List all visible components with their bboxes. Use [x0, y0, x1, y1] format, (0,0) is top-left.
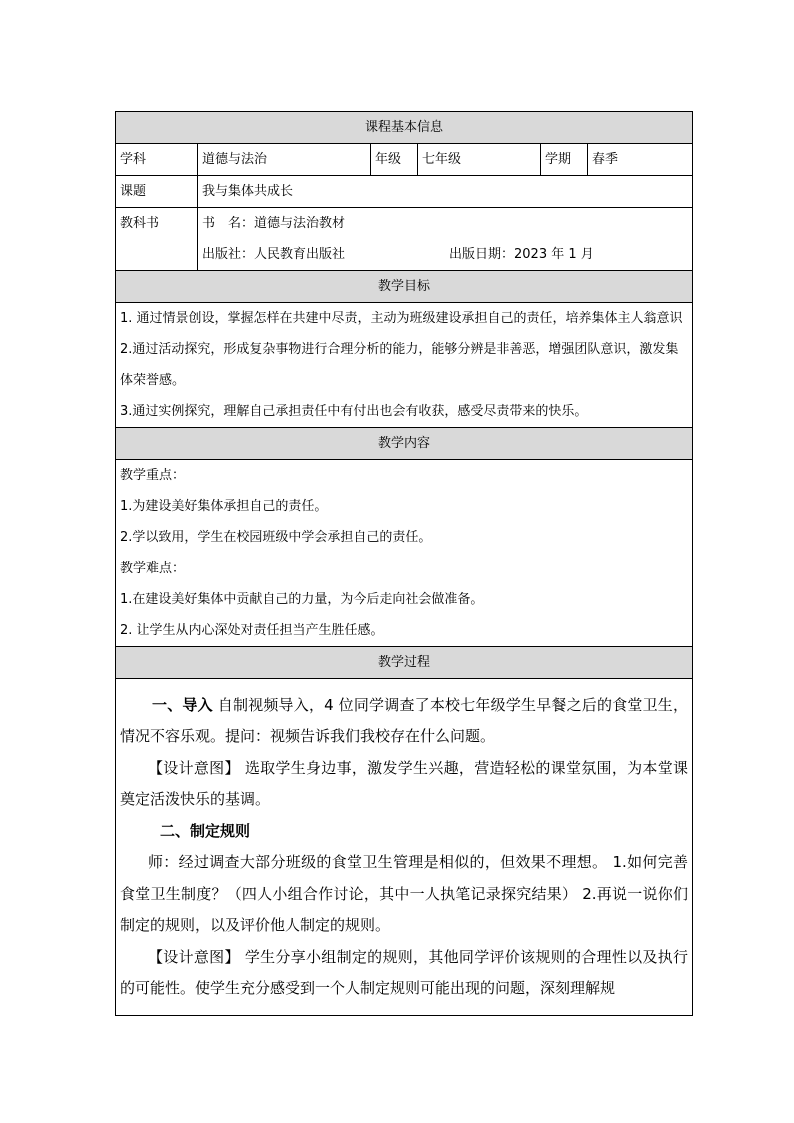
subject-label: 学科 — [116, 144, 198, 176]
lesson-plan-sheet — [115, 111, 692, 1016]
process-paragraph: 一、导入 自制视频导入，4 位同学调查了本校七年级学生早餐之后的食堂卫生，情况不容乐观。提问：视频告诉我们我校存在什么问题。 — [120, 695, 688, 745]
lesson-plan-table — [115, 111, 693, 1016]
book-name: 书 名：道德与法治教材 — [202, 216, 346, 231]
design-intent-label: 【设计意图】 — [148, 758, 240, 777]
grade-value: 七年级 — [418, 144, 541, 176]
textbook-label: 教科书 — [116, 208, 198, 271]
difficulty-item: 2. 让学生从内心深处对责任担当产生胜任感。 — [120, 623, 384, 638]
publish-date: 出版日期：2023 年 1 月 — [449, 247, 594, 262]
textbook-details — [198, 208, 693, 271]
topic-value: 我与集体共成长 — [198, 176, 693, 208]
goal-item: 3.通过实例探究，理解自己承担责任中有付出也会有收获，感受尽责带来的快乐。 — [120, 404, 588, 419]
topic-label: 课题 — [116, 176, 198, 208]
difficulty-item: 1.在建设美好集体中贡献自己的力量，为今后走向社会做准备。 — [120, 592, 484, 607]
difficulties-title: 教学难点： — [120, 561, 186, 576]
term-label: 学期 — [541, 144, 588, 176]
key-points-title: 教学重点： — [120, 468, 186, 483]
goals-header: 教学目标 — [116, 271, 693, 303]
subject-value: 道德与法治 — [198, 144, 371, 176]
course-info-header: 课程基本信息 — [116, 112, 693, 144]
grade-label: 年级 — [371, 144, 418, 176]
section-heading: 二、制定规则 — [160, 821, 251, 840]
section-heading: 一、导入 — [152, 695, 213, 714]
publisher: 出版社：人民教育出版社 — [202, 247, 346, 262]
process-header: 教学过程 — [116, 647, 693, 679]
content-body — [116, 460, 693, 647]
publisher-line — [202, 239, 688, 270]
goal-item: 2.通过活动探究，形成复杂事物进行合理分析的能力，能够分辨是非善恶，增强团队意识，激发集体荣誉感。 — [120, 342, 679, 388]
goal-item: 1. 通过情景创设，掌握怎样在共建中尽责，主动为班级建设承担自己的责任，培养集体主人翁意识 — [120, 311, 683, 326]
process-paragraph: 【设计意图】 学生分享小组制定的规则，其他同学评价该规则的合理性以及执行的可能性。使学生充分感受到一个人制定规则可能出现的问题，深刻理解规 — [120, 947, 689, 997]
process-paragraph: 师：经过调查大部分班级的食堂卫生管理是相似的，但效果不理想。 1.如何完善食堂卫生制度？（四人小组合作讨论，其中一人执笔记录探究结果） 2.再说一说你们制定的规则，以及评价他人制定的规则。 — [120, 853, 689, 934]
content-header: 教学内容 — [116, 428, 693, 460]
process-paragraph: 【设计意图】 选取学生身边事，激发学生兴趣，营造轻松的课堂氛围，为本堂课奠定活泼快乐的基调。 — [120, 758, 689, 808]
key-point-item: 1.为建设美好集体承担自己的责任。 — [120, 499, 328, 514]
design-intent-label: 【设计意图】 — [148, 947, 240, 966]
process-paragraph — [120, 816, 688, 848]
term-value: 春季 — [588, 144, 693, 176]
key-point-item: 2.学以致用，学生在校园班级中学会承担自己的责任。 — [120, 530, 432, 545]
process-body — [116, 679, 693, 1016]
goals-body — [116, 303, 693, 428]
